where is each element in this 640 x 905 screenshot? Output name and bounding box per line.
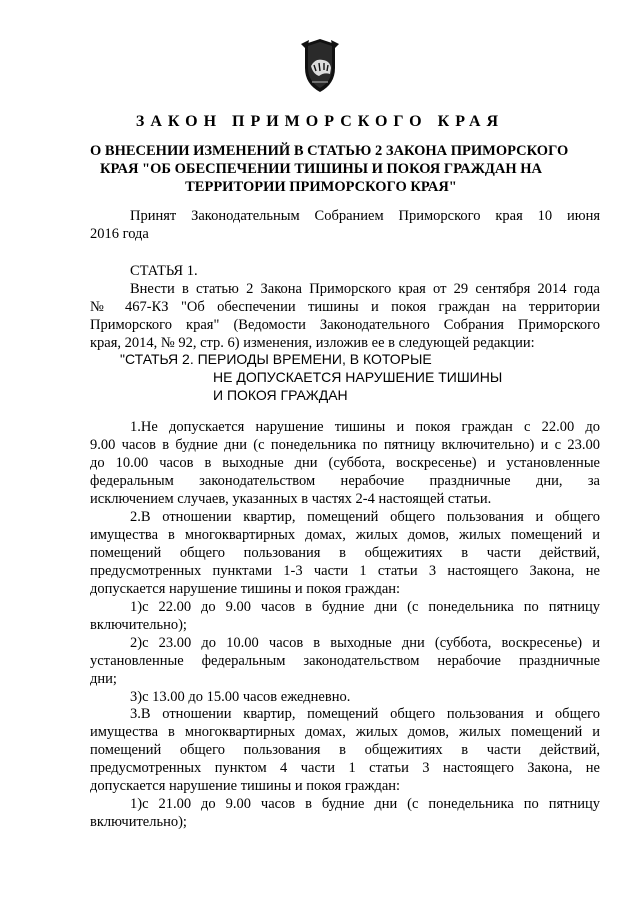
part-3-line: имущества в многоквартирных домах, жилых домов, жилых помещений и bbox=[90, 724, 600, 740]
part-3-line: допускается нарушение тишины и покоя граждан: bbox=[90, 778, 401, 794]
part-2-item-2: 2)с 23.00 до 10.00 часов в выходные дни (суббота, воскресенье) и bbox=[130, 635, 600, 651]
part-3 bbox=[90, 705, 600, 831]
law-subtitle bbox=[90, 142, 569, 196]
part-1-line: до 10.00 часов в выходные дни (суббота, воскресенье) и установленные bbox=[90, 455, 600, 471]
article-1-heading: СТАТЬЯ 1. bbox=[130, 263, 198, 279]
part-2-line: 2.В отношении квартир, помещений общего пользования и общего bbox=[130, 509, 600, 525]
article-2-heading-line: НЕ ДОПУСКАЕТСЯ НАРУШЕНИЕ ТИШИНЫ bbox=[213, 369, 503, 385]
adoption-line: Принят Законодательным Собранием Приморского края 10 июня bbox=[130, 208, 600, 224]
subtitle-line: КРАЯ "ОБ ОБЕСПЕЧЕНИИ ТИШИНЫ И ПОКОЯ ГРАЖДАН НА bbox=[99, 161, 543, 177]
part-1-line: исключением случаев, указанных в частях 2-4 настоящей статьи. bbox=[90, 491, 492, 507]
part-1 bbox=[90, 418, 600, 508]
subtitle-line: О ВНЕСЕНИИ ИЗМЕНЕНИЙ В СТАТЬЮ 2 ЗАКОНА ПРИМОРСКОГО bbox=[90, 143, 569, 159]
part-3-line: предусмотренных пунктом 4 части 1 статьи 3 настоящего Закона, не bbox=[90, 760, 600, 776]
part-1-line: 9.00 часов в будние дни (с понедельника по пятницу включительно) и с 23.00 bbox=[90, 437, 600, 453]
part-2-item-3: 3)с 13.00 до 15.00 часов ежедневно. bbox=[130, 689, 351, 705]
article-1-line: Внести в статью 2 Закона Приморского края от 29 сентября 2014 года bbox=[130, 281, 600, 297]
part-3-line: помещений общего пользования в общежитиях в части действий, bbox=[90, 742, 600, 758]
part-3-item-1: 1)с 21.00 до 9.00 часов в будние дни (с понедельника по пятницу bbox=[130, 796, 600, 812]
article-1-line: № 467-КЗ "Об обеспечении тишины и покоя граждан на территории bbox=[90, 299, 600, 315]
part-3-item-1: включительно); bbox=[90, 814, 187, 830]
part-2-line: допускается нарушение тишины и покоя граждан: bbox=[90, 581, 401, 597]
adoption-line: 2016 года bbox=[90, 226, 149, 242]
part-1-line: 1.Не допускается нарушение тишины и покоя граждан с 22.00 до bbox=[130, 419, 600, 435]
subtitle-line: ТЕРРИТОРИИ ПРИМОРСКОГО КРАЯ" bbox=[185, 179, 457, 195]
part-2-item-1: включительно); bbox=[90, 617, 187, 633]
part-2-line: помещений общего пользования в общежитиях в части действий, bbox=[90, 545, 600, 561]
part-1-line: федеральным законодательством нерабочие праздничные дни, за bbox=[90, 473, 600, 489]
article-2-heading-line: "СТАТЬЯ 2. ПЕРИОДЫ ВРЕМЕНИ, В КОТОРЫЕ bbox=[120, 351, 432, 367]
article-2-heading-line: И ПОКОЯ ГРАЖДАН bbox=[213, 387, 348, 403]
law-title: ЗАКОН ПРИМОРСКОГО КРАЯ bbox=[135, 113, 505, 130]
part-2 bbox=[90, 508, 600, 706]
part-3-line: 3.В отношении квартир, помещений общего пользования и общего bbox=[130, 706, 600, 722]
part-2-item-2: дни; bbox=[90, 671, 117, 687]
part-2-line: имущества в многоквартирных домах, жилых домов, жилых помещений и bbox=[90, 527, 600, 543]
part-2-line: предусмотренных пунктами 1-3 части 1 статьи 3 настоящего Закона, не bbox=[90, 563, 600, 579]
part-2-item-1: 1)с 22.00 до 9.00 часов в будние дни (с понедельника по пятницу bbox=[130, 599, 600, 615]
article-1-line: Приморского края" (Ведомости Законодательного Собрания Приморского bbox=[90, 317, 600, 333]
article-1 bbox=[90, 262, 600, 352]
part-2-item-2: установленные федеральным законодательством нерабочие праздничные bbox=[90, 653, 600, 669]
article-1-line: края, 2014, № 92, стр. 6) изменения, изложив ее в следующей редакции: bbox=[90, 335, 535, 351]
adoption-note bbox=[90, 207, 600, 243]
article-2-heading bbox=[90, 350, 600, 404]
coat-of-arms-icon bbox=[297, 38, 343, 94]
